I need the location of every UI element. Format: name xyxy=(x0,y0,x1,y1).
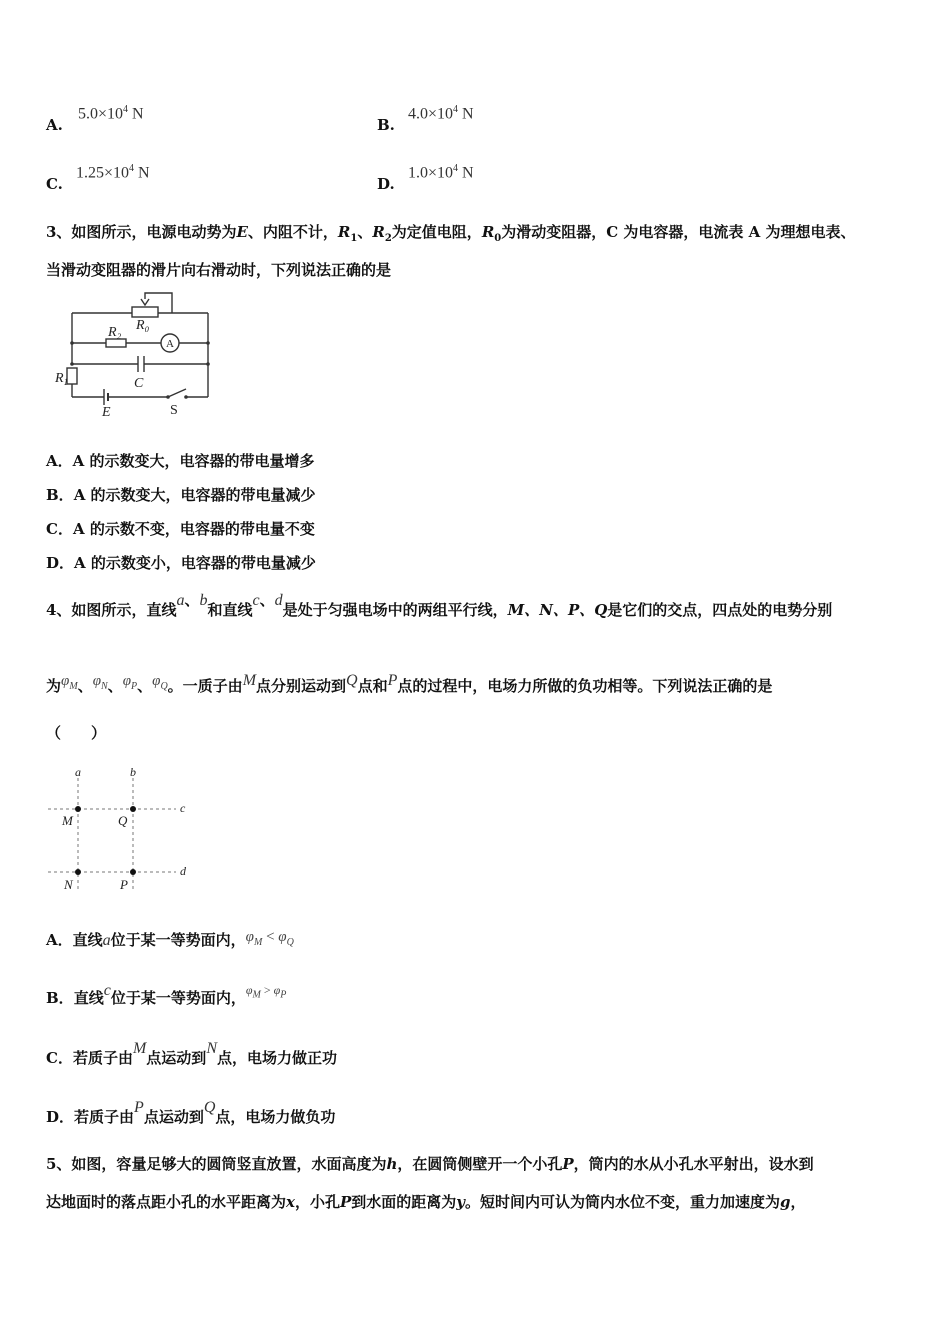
point-label-p: P xyxy=(120,877,128,892)
point-label-q: Q xyxy=(118,813,128,828)
q4-option-d: D．若质子由P点运动到Q点，电场力做负功 xyxy=(46,1099,336,1126)
q3-option-b: B．A 的示数变大，电容器的带电量减少 xyxy=(46,486,316,504)
q4-option-c: C．若质子由M点运动到N点，电场力做正功 xyxy=(46,1040,337,1067)
q5-stem-line1: 5、如图，容量足够大的圆筒竖直放置，水面高度为h，在圆筒侧壁开一个小孔P，筒内的水从小孔水平射出，设水到 xyxy=(46,1155,814,1173)
figure-label-r0: R₀ xyxy=(136,318,150,333)
option-c-value: $1.25\times 10^4$ N xyxy=(76,163,150,182)
option-c-label: C. xyxy=(46,175,63,193)
point-label-m: M xyxy=(62,813,73,828)
line-label-a: a xyxy=(75,765,81,779)
q4-option-b: B．直线c位于某一等势面内，$^{\varphi_M > \varphi_P}$ xyxy=(46,982,287,1007)
q4-stem-line1: 4、如图所示，直线a、b和直线c、d是处于匀强电场中的两组平行线，M、N、P、Q是它们的交点，四点处的电势分别 xyxy=(46,591,833,619)
figure-label-s: S xyxy=(170,403,178,418)
line-label-d: d xyxy=(180,864,186,878)
figure-label-e: E xyxy=(102,405,111,420)
circuit-diagram xyxy=(50,285,220,420)
q3-stem-line1: 3、如图所示，电源电动势为E、内阻不计，$R_1$、$R_2$为定值电阻，$R_0$为滑动变阻器，C 为电容器，电流表 A 为理想电表、 xyxy=(46,223,856,244)
q4-answer-paren: （ ） xyxy=(46,724,107,742)
option-a-value: $5.0\times 10^4$ N xyxy=(78,104,144,123)
q3-stem-line2: 当滑动变阻器的滑片向右滑动时，下列说法正确的是 xyxy=(46,261,392,279)
q4-stem-line2: 为$\varphi_M$、$\varphi_N$、$\varphi_P$、$\varphi_Q$。一质子由M点分别运动到Q点和P点的过程中，电场力所做的负功相等。下列说法正确的是 xyxy=(46,672,773,695)
q3-option-a: A．A 的示数变大，电容器的带电量增多 xyxy=(46,452,315,470)
figure-label-c: C xyxy=(134,376,144,391)
option-a-label: A. xyxy=(46,116,63,134)
line-label-b: b xyxy=(130,765,136,779)
option-b-value: $4.0\times 10^4$ N xyxy=(408,104,474,123)
figure-label-r1: $R_1$ xyxy=(55,371,69,387)
option-d-label: D. xyxy=(377,175,395,193)
q3-option-d: D．A 的示数变小，电容器的带电量减少 xyxy=(46,554,316,572)
q4-option-a: A．直线a位于某一等势面内，$\varphi_M < \varphi_Q$ xyxy=(46,929,294,949)
line-label-c: c xyxy=(180,801,186,815)
point-label-n: N xyxy=(64,877,73,892)
figure-label-r2: R₂ xyxy=(108,325,122,340)
option-d-value: $1.0\times 10^4$ N xyxy=(408,163,474,182)
q5-stem-line2: 达地面时的落点距小孔的水平距离为x，小孔P到水面的距离为y。短时间内可认为筒内水位不变，重力加速度为g， xyxy=(46,1193,806,1211)
q3-option-c: C．A 的示数不变，电容器的带电量不变 xyxy=(46,520,315,538)
ammeter-label: A xyxy=(166,338,174,350)
option-b-label: B. xyxy=(377,116,395,134)
parallel-lines-diagram xyxy=(46,762,206,897)
